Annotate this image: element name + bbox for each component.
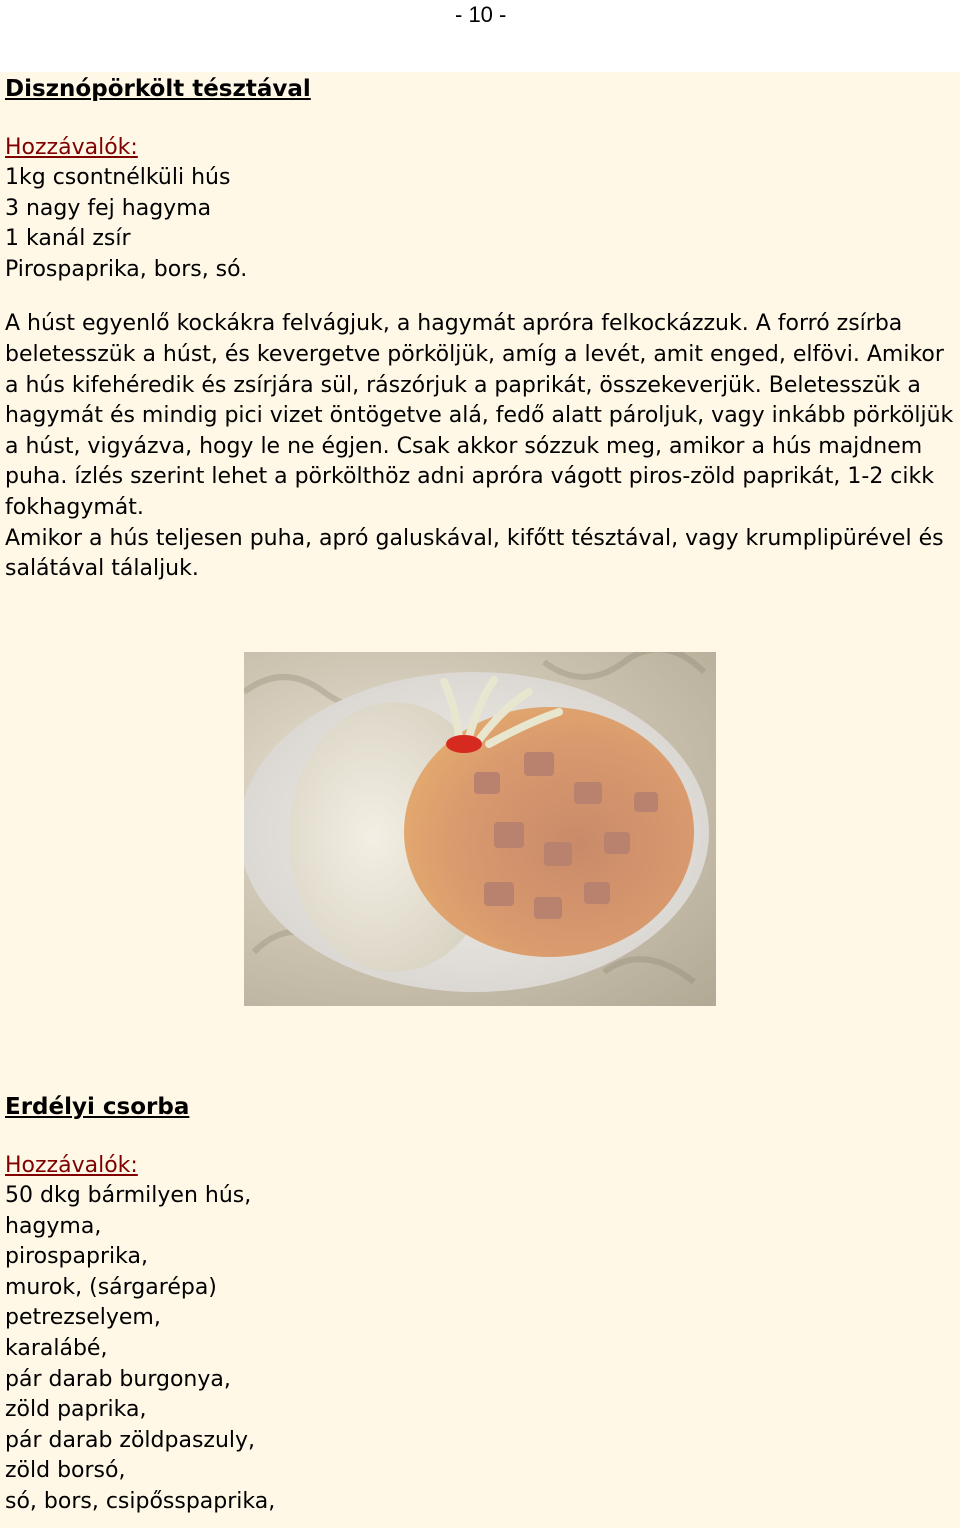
ingredient-item: 3 nagy fej hagyma: [5, 195, 212, 221]
page-number: - 10 -: [455, 2, 507, 27]
recipe-title: Disznópörkölt tésztával: [5, 76, 311, 102]
ingredient-item: zöld paprika,: [5, 1397, 147, 1423]
ingredients-list: [5, 1181, 955, 1518]
ingredient-item: murok, (sárgarépa): [5, 1274, 217, 1300]
ingredient-item: zöld borsó,: [5, 1458, 126, 1484]
ingredient-item: Pirospaprika, bors, só.: [5, 256, 248, 282]
ingredient-item: petrezselyem,: [5, 1305, 161, 1331]
ingredients-label: Hozzávalók:: [5, 1153, 138, 1178]
ingredient-item: 50 dkg bármilyen hús,: [5, 1183, 252, 1208]
ingredients-label: Hozzávalók:: [5, 135, 138, 160]
method-paragraph: A húst egyenlő kockákra felvágjuk, a hagymát apróra felkockázzuk. A forró zsírba beletesszük a húst, és kevergetve pörköljük, amíg a levét, amit enged, elfövi. Amikor a hús kifehéredik és zsírjára sül, rászórjuk a paprikát, összekeverjük. Beletesszük a hagymát és mindig pici vizet öntögetve alá, fedő alatt pároljuk, vagy inkább pörköljük a húst, vigyázva, hogy le ne égjen. Csak akkor sózzuk meg, amikor a hús majdnem puha. ízlés szerint lehet a pörkölthöz adni apróra vágott piros-zöld paprikát, 1-2 cikk fokhagymát.: [5, 311, 954, 520]
recipe-erdelyi-csorba: [5, 1092, 955, 1518]
ingredient-item: pár darab zöldpaszuly,: [5, 1427, 256, 1453]
recipe-disznoporkolt: [5, 72, 955, 585]
ingredients-list: [5, 163, 955, 285]
recipe-title: Erdélyi csorba: [5, 1094, 190, 1120]
dish-photo: [244, 652, 716, 1006]
ingredient-item: pirospaprika,: [5, 1244, 148, 1270]
dish-photo-illustration: [244, 652, 716, 1006]
ingredient-item: hagyma,: [5, 1213, 102, 1239]
ingredient-item: 1kg csontnélküli hús: [5, 165, 231, 190]
method-paragraph: Amikor a hús teljesen puha, apró galuskával, kifőtt tésztával, vagy krumplipürével és salátával tálaljuk.: [5, 525, 944, 582]
ingredient-item: só, bors, csipősspaprika,: [5, 1488, 276, 1514]
ingredient-item: pár darab burgonya,: [5, 1366, 231, 1392]
recipe-method: [5, 309, 957, 584]
page-content: [0, 72, 960, 1528]
ingredient-item: 1 kanál zsír: [5, 226, 131, 252]
ingredient-item: karalábé,: [5, 1335, 108, 1361]
